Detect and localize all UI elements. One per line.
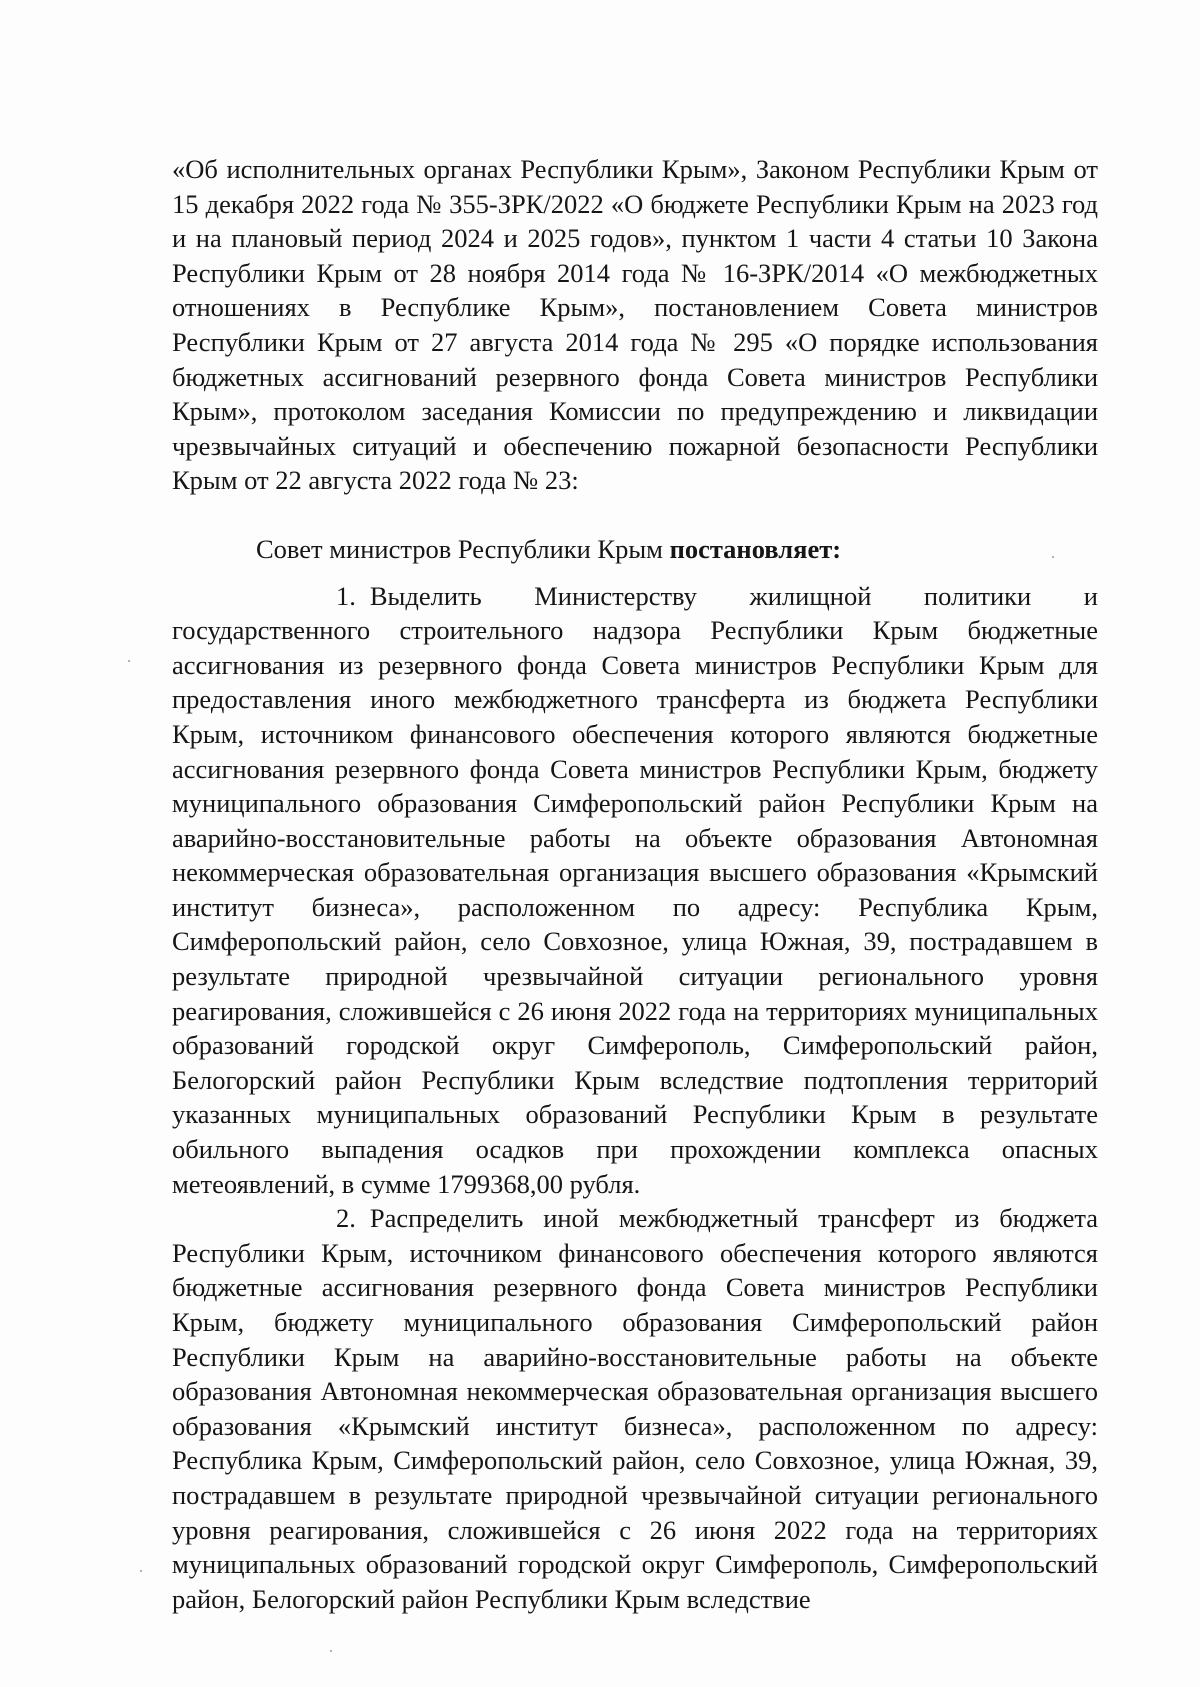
resolves-line [172, 532, 1098, 567]
list-item [172, 1201, 1098, 1616]
item-text: Выделить Министерству жилищной политики и государственного строительного надзора Республики Крым бюджетные ассигнования из резервного фонда Совета министров Республики Крым для предоставления иного межбюджетного трансферта из бюджета Республики Крым, источником финансового обеспечения которого являются бюджетные ассигнования резервного фонда Совета министров Республики Крым, бюджету муниципального образования Симферопольский район Республики Крым на аварийно-восстановительные работы на объекте образования Автономная некоммерческая образовательная организация высшего образования «Крымский институт бизнеса», расположенном по адресу: Республика Крым, Симферопольский район, село Совхозное, улица Южная, 39, пострадавшем в результате природной чрезвычайной ситуации регионального уровня реагирования, сложившейся с 26 июня 2022 года на территориях муниципальных образований городской округ Симферополь, Симферопольский район, Белогорский район Республики Крым вследствие подтопления территорий указанных муниципальных образований Республики Крым в результате обильного выпадения осадков при прохождении комплекса опасных метеоявлений, в сумме 1799368,00 рубля. [172, 580, 1098, 1199]
document-body [172, 152, 1098, 1616]
item-number: 2. [336, 1203, 356, 1234]
intro-paragraph: «Об исполнительных органах Республики Крым», Законом Республики Крым от 15 декабря 2022 года № 355-ЗРК/2022 «О бюджете Республики Крым на 2023 год и на плановый период 2024 и 2025 годов», пунктом 1 части 4 статьи 10 Закона Республики Крым от 28 ноября 2014 года № 16-ЗРК/2014 «О межбюджетных отношениях в Республике Крым», постановлением Совета министров Республики Крым от 27 августа 2014 года № 295 «О порядке использования бюджетных ассигнований резервного фонда Совета министров Республики Крым», протоколом заседания Комиссии по предупреждению и ликвидации чрезвычайных ситуаций и обеспечению пожарной безопасности Республики Крым от 22 августа 2022 года № 23: [172, 154, 1098, 496]
scan-speck [128, 660, 130, 662]
resolves-prefix: Совет министров Республики Крым [256, 533, 670, 564]
scan-speck [330, 1650, 332, 1652]
resolves-keyword: постановляет: [669, 533, 842, 564]
scan-speck [140, 1570, 142, 1572]
scan-speck [1052, 556, 1054, 558]
item-text: Распределить иной межбюджетный трансферт из бюджета Республики Крым, источником финансового обеспечения которого являются бюджетные ассигнования резервного фонда Совета министров Республики Крым, бюджету муниципального образования Симферопольский район Республики Крым на аварийно-восстановительные работы на объекте образования Автономная некоммерческая образовательная организация высшего образования «Крымский институт бизнеса», расположенном по адресу: Республика Крым, Симферопольский район, село Совхозное, улица Южная, 39, пострадавшем в результате природной чрезвычайной ситуации регионального уровня реагирования, сложившейся с 26 июня 2022 года на территориях муниципальных образований городской округ Симферополь, Симферопольский район, Белогорский район Республики Крым вследствие [172, 1203, 1098, 1614]
item-number: 1. [336, 580, 356, 611]
list-item [172, 579, 1098, 1202]
